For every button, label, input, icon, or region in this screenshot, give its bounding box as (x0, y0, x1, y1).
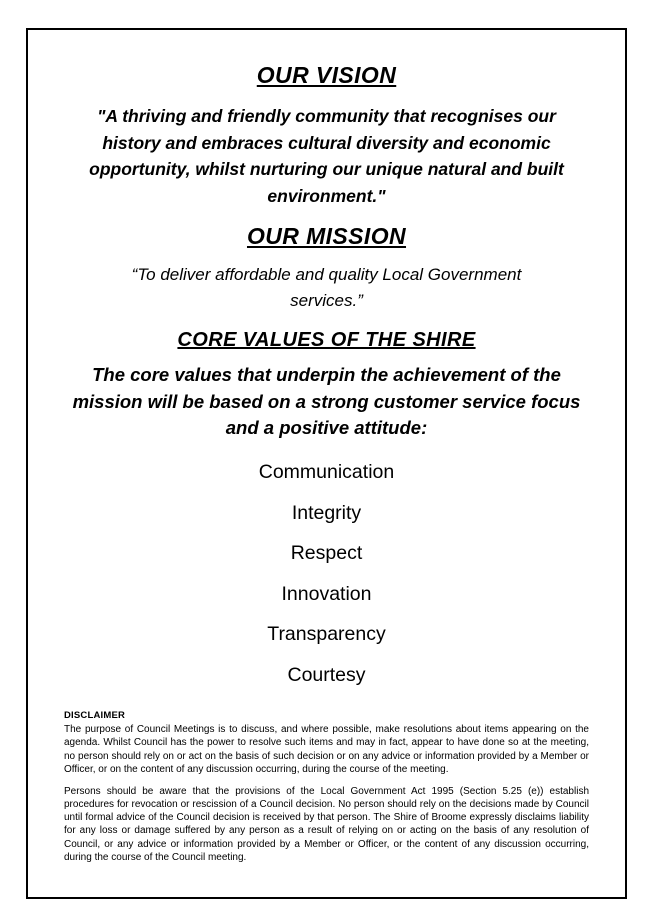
vision-statement: "A thriving and friendly community that recognises our history and embraces cultural diversity and economic opportunity, whilst nurturing our unique natural and built environment." (89, 106, 564, 206)
list-item: Innovation (281, 582, 372, 605)
mission-statement: “To deliver affordable and quality Local Government services.” (131, 265, 522, 310)
list-item: Transparency (267, 623, 386, 646)
disclaimer-paragraph: The purpose of Council Meetings is to discuss, and where possible, make resolutions about items appearing on the agenda. Whilst Council has the power to resolve such items and may in fact, appear to have done so at the meeting, no person should rely on or act on the basis of such decision or on any advice or information provided by a Member or Officer, or on the content of any discussion occurring, during the course of the meeting. (64, 724, 589, 775)
list-item: Communication (258, 461, 395, 484)
core-values-list (62, 453, 591, 696)
page-border-frame (26, 28, 627, 899)
vision-heading: OUR VISION (256, 62, 397, 88)
core-values-intro: The core values that underpin the achievement of the mission will be based on a strong customer service focus and a positive attitude: (72, 364, 581, 438)
list-item: Courtesy (287, 663, 366, 686)
disclaimer-title: DISCLAIMER (64, 710, 126, 722)
list-item: Integrity (291, 501, 362, 524)
disclaimer-paragraph: Persons should be aware that the provisions of the Local Government Act 1995 (Section 5.25 (e)) establish procedures for revocation or rescission of a Council decision. No person should rely on the decisions made by Council until formal advice of the Council decision is received by that person. The Shire of Broome expressly disclaims liability for any loss or damage suffered by any person as a result of relying on or acting on the basis of any resolution of Council, or any advice or information provided by a Member or Officer, or the content of any discussion occurring, during the course of the Council meeting. (64, 785, 589, 863)
list-item: Respect (290, 542, 363, 565)
core-values-heading: CORE VALUES OF THE SHIRE (177, 329, 476, 352)
mission-heading: OUR MISSION (246, 223, 407, 250)
disclaimer-section (62, 710, 591, 864)
